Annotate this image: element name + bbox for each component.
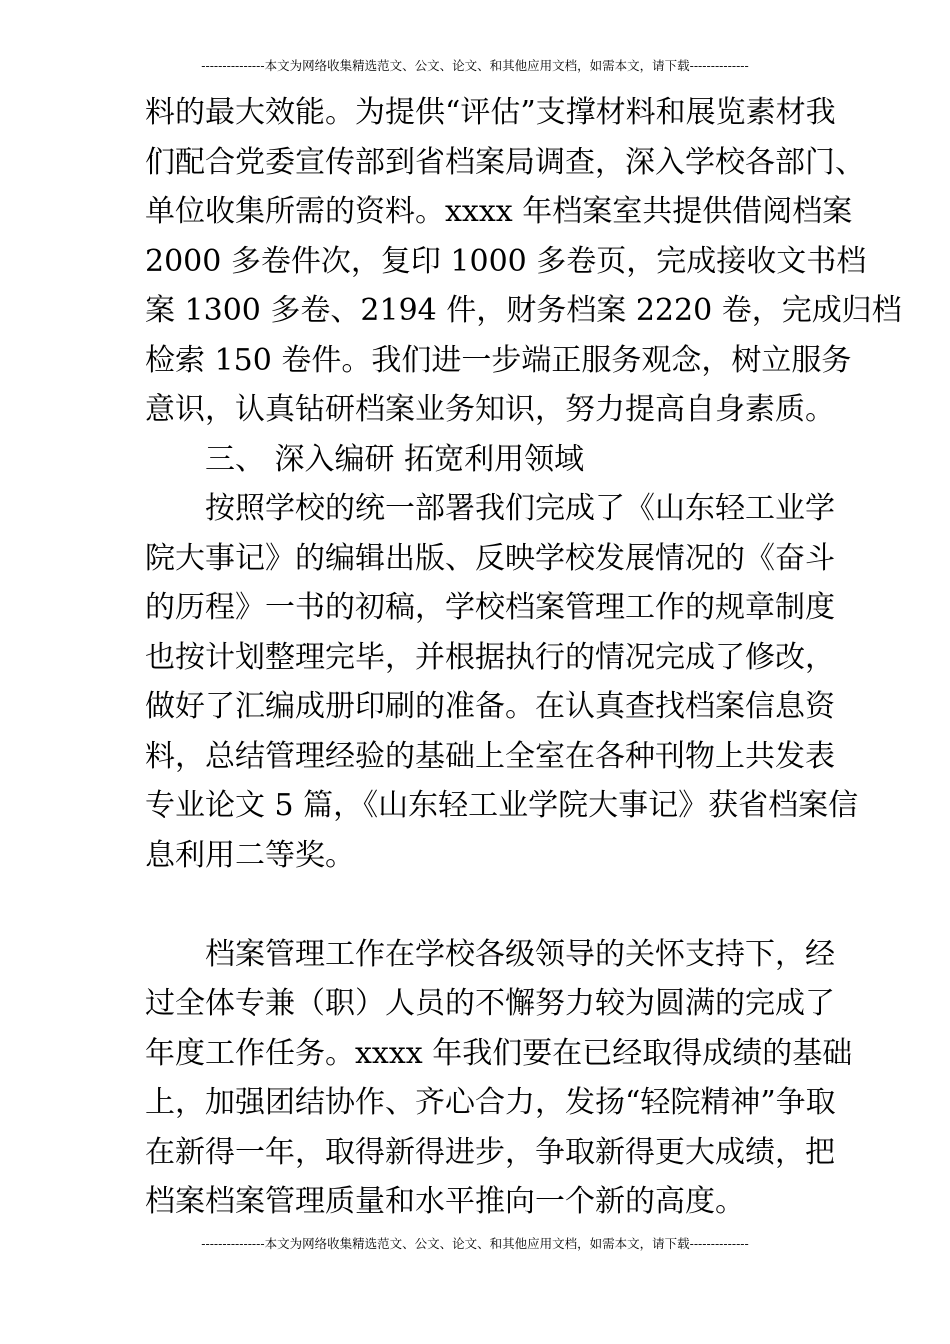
body-line: 检索 150 卷件。我们进一步端正服务观念，树立服务: [145, 342, 852, 378]
body-line: 年度工作任务。xxxx 年我们要在已经取得成绩的基础: [145, 1035, 853, 1071]
body-line: 也按计划整理完毕，并根据执行的情况完成了修改，: [145, 639, 835, 675]
body-line: 2000 多卷件次，复印 1000 多卷页，完成接收文书档: [145, 243, 867, 279]
body-line: 按照学校的统一部署我们完成了《山东轻工业学: [205, 491, 835, 526]
body-line: 上，加强团结协作、齐心合力，发扬“轻院精神”争取: [145, 1085, 836, 1120]
body-line: 院大事记》的编辑出版、反映学校发展情况的《奋斗: [145, 540, 835, 576]
body-line: 过全体专兼（职）人员的不懈努力较为圆满的完成了: [145, 986, 835, 1021]
body-line: 的历程》一书的初稿，学校档案管理工作的规章制度: [145, 590, 835, 625]
body-line: 档案档案管理质量和水平推向一个新的高度。: [145, 1184, 745, 1219]
paragraph-gap: [145, 880, 825, 930]
body-line: 案 1300 多卷、2194 件，财务档案 2220 卷，完成归档: [145, 293, 902, 328]
body-line: 做好了汇编成册印刷的准备。在认真查找档案信息资: [145, 689, 835, 724]
body-line: 单位收集所需的资料。xxxx 年档案室共提供借阅档案: [145, 194, 853, 229]
body-line: 料，总结管理经验的基础上全室在各种刊物上共发表: [145, 738, 835, 774]
body-line: 意识，认真钻研档案业务知识，努力提高自身素质。: [145, 392, 835, 427]
body-line: 在新得一年，取得新得进步，争取新得更大成绩，把: [145, 1134, 835, 1170]
body-line: 料的最大效能。为提供“评估”支撑材料和展览素材我: [145, 95, 836, 130]
footer-note: ---------------本文为网络收集精选范文、公文、论文、和其他应用文档，如需本文，请下载--------------: [201, 1236, 749, 1251]
body-line: 专业论文 5 篇，《山东轻工业学院大事记》获省档案信: [145, 788, 859, 823]
body-line: 息利用二等奖。: [145, 837, 355, 873]
section-heading: 三、 深入编研 拓宽利用领域: [205, 441, 585, 477]
body-line: 档案管理工作在学校各级领导的关怀支持下，经: [205, 936, 835, 972]
header-note: ---------------本文为网络收集精选范文、公文、论文、和其他应用文档，如需本文，请下载--------------: [201, 58, 749, 73]
body-line: 们配合党委宣传部到省档案局调查，深入学校各部门、: [145, 144, 865, 180]
document-body: [145, 88, 902, 1227]
